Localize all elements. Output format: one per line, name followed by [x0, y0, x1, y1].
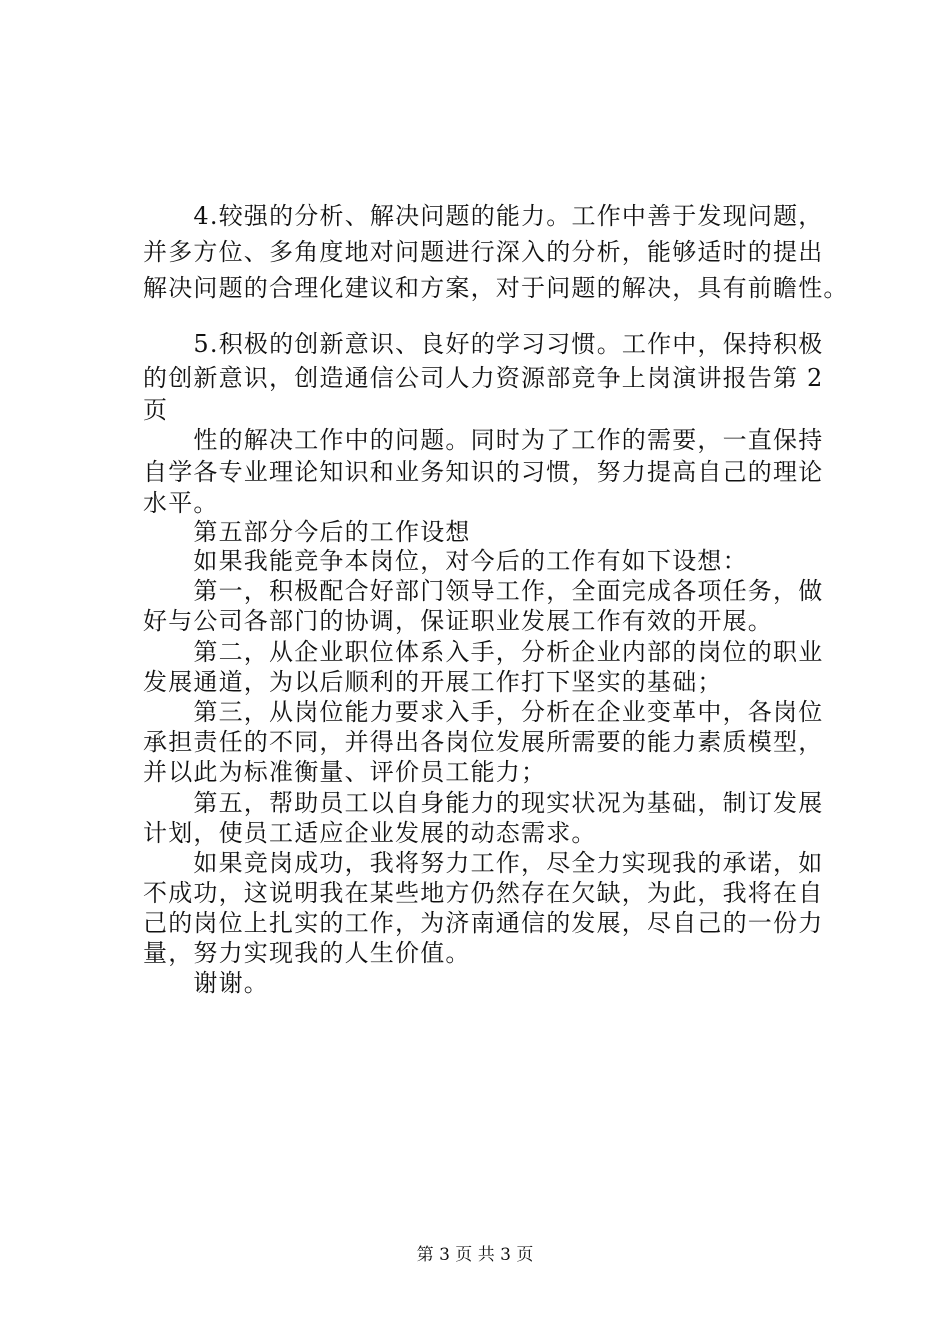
paragraph-4-line-2: 并多方位、多角度地对问题进行深入的分析，能够适时的提出 [143, 238, 824, 266]
closing-line-2: 不成功，这说明我在某些地方仍然存在欠缺，为此，我将在自 [143, 879, 824, 907]
paragraph-6-line-1: 性的解决工作中的问题。同时为了工作的需要，一直保持 [143, 426, 824, 454]
item-2-line-1: 第二，从企业职位体系入手，分析企业内部的岗位的职业 [143, 638, 824, 666]
paragraph-6-line-3: 水平。 [143, 489, 219, 517]
item-1-line-1: 第一，积极配合好部门领导工作，全面完成各项任务，做 [143, 577, 824, 605]
paragraph-4-line-3: 解决问题的合理化建议和方案，对于问题的解决，具有前瞻性。 [143, 274, 849, 302]
closing-line-4: 量，努力实现我的人生价值。 [143, 939, 471, 967]
item-3-line-3: 并以此为标准衡量、评价员工能力； [143, 758, 547, 786]
section-heading: 第五部分今后的工作设想 [143, 518, 471, 546]
item-5-line-2: 计划，使员工适应企业发展的动态需求。 [143, 819, 597, 847]
paragraph-5-line-2: 的创新意识，创造通信公司人力资源部竞争上岗演讲报告第 2 [143, 364, 824, 392]
item-3-line-1: 第三，从岗位能力要求入手，分析在企业变革中，各岗位 [143, 698, 824, 726]
page-footer: 第 3 页 共 3 页 [416, 1245, 534, 1265]
closing-line-3: 己的岗位上扎实的工作，为济南通信的发展，尽自己的一份力 [143, 909, 824, 937]
item-1-line-2: 好与公司各部门的协调，保证职业发展工作有效的开展。 [143, 607, 773, 635]
paragraph-5-line-3: 页 [143, 396, 169, 424]
paragraph-5-line-1: 5.积极的创新意识、良好的学习习惯。工作中，保持积极 [143, 330, 824, 358]
item-2-line-2: 发展通道，为以后顺利的开展工作打下坚实的基础； [143, 668, 723, 696]
closing-line-1: 如果竞岗成功，我将努力工作，尽全力实现我的承诺，如 [143, 849, 824, 877]
item-3-line-2: 承担责任的不同，并得出各岗位发展所需要的能力素质模型， [143, 728, 824, 756]
paragraph-4-line-1: 4.较强的分析、解决问题的能力。工作中善于发现问题， [143, 202, 824, 230]
thanks-line: 谢谢。 [143, 969, 269, 997]
item-5-line-1: 第五，帮助员工以自身能力的现实状况为基础，制订发展 [143, 789, 824, 817]
intro-line: 如果我能竞争本岗位，对今后的工作有如下设想： [143, 547, 748, 575]
paragraph-6-line-2: 自学各专业理论知识和业务知识的习惯，努力提高自己的理论 [143, 458, 824, 486]
